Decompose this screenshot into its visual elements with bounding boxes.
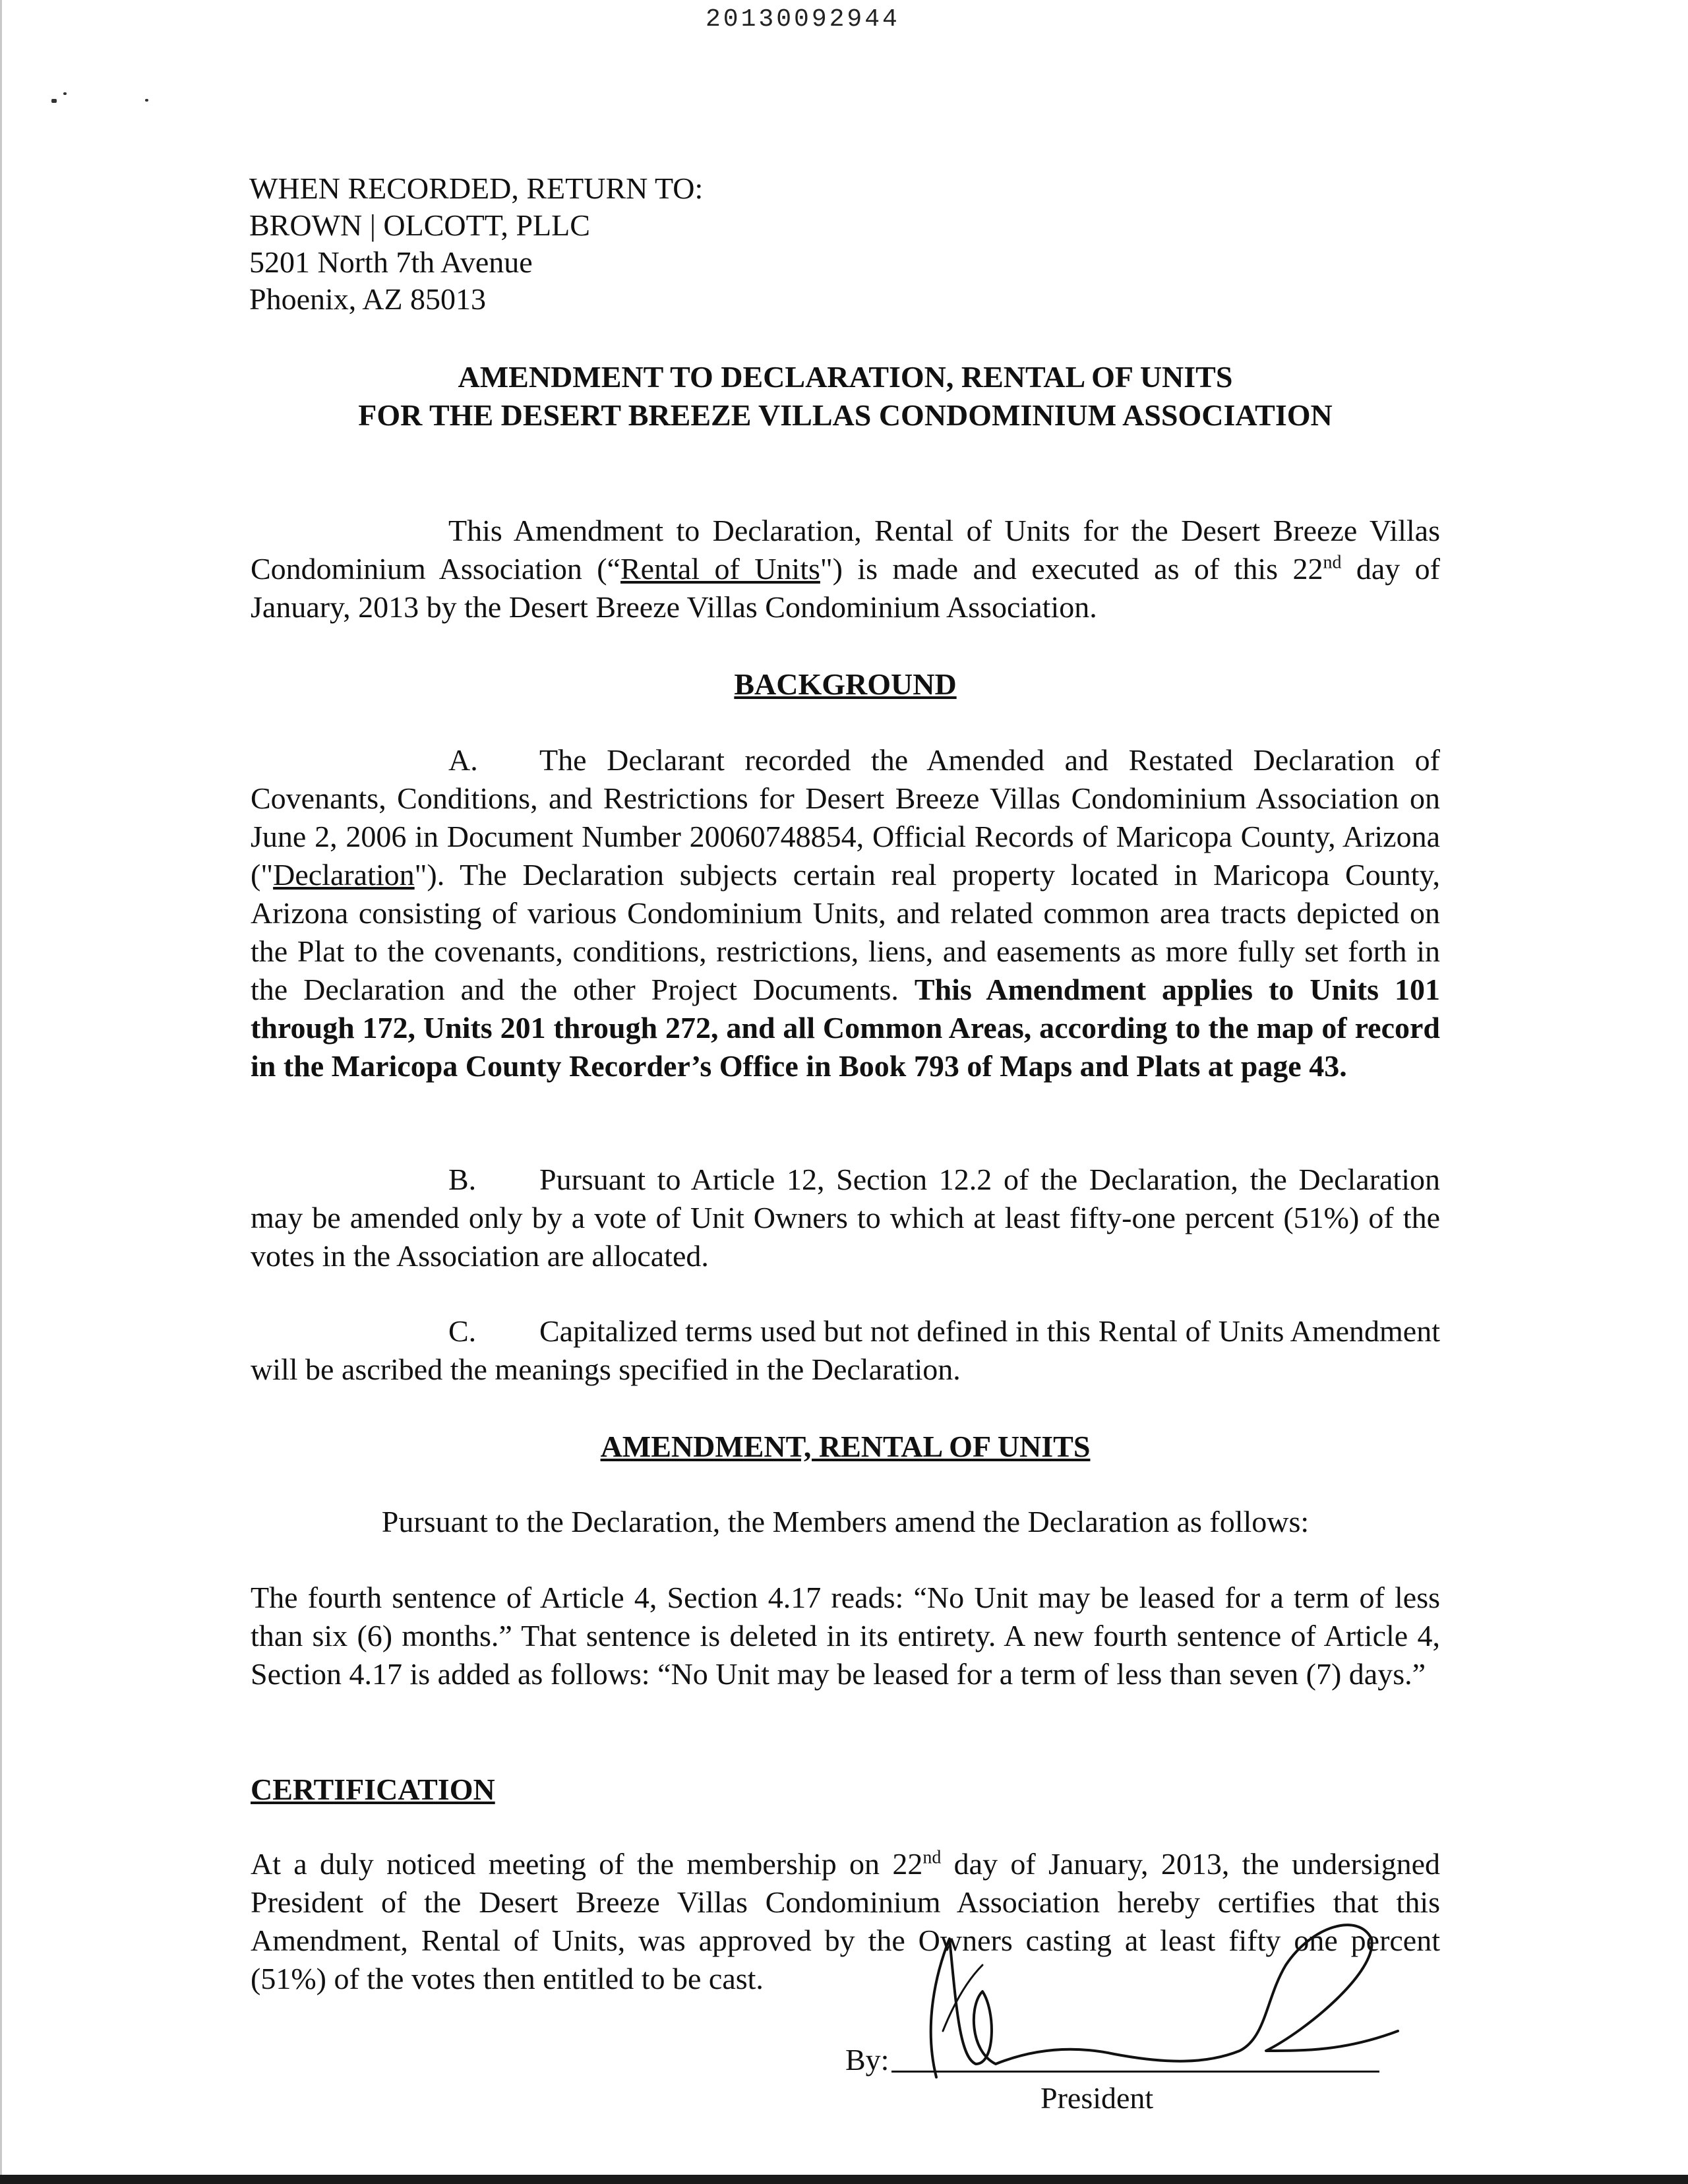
background-paragraph-b <box>251 1161 1440 1275</box>
recording-number: 20130092944 <box>706 5 900 34</box>
background-paragraph-c <box>251 1312 1440 1389</box>
declaration-term: Declaration <box>273 858 415 892</box>
background-paragraph-a <box>251 741 1440 1085</box>
scan-speck <box>145 99 148 102</box>
scan-speck <box>63 92 67 95</box>
certification-text-1: At a duly noticed meeting of the membership on 22 <box>251 1847 923 1881</box>
paragraph-c-label: C. <box>448 1314 477 1348</box>
certification-heading: CERTIFICATION <box>251 1773 495 1806</box>
title-line-2: FOR THE DESERT BREEZE VILLAS CONDOMINIUM ASSOCIATION <box>358 398 1333 432</box>
paragraph-a-bold-text: This Amendment applies to Units 101 through 172, Units 201 through 272, and all Common Areas, according to the map of record in the Maricopa County Recorder’s Office in Book 793 of Maps and Plats at page 43. <box>251 973 1441 1083</box>
intro-text-1: This Amendment to Declaration, Rental of Units for the Desert Breeze Villas Condominium Association (“ <box>251 514 1440 586</box>
scan-bottom-edge <box>0 2175 1688 2184</box>
scan-left-edge <box>0 0 2 2184</box>
return-heading: WHEN RECORDED, RETURN TO: <box>249 171 704 205</box>
amendment-lead: Pursuant to the Declaration, the Members amend the Declaration as follows: <box>381 1505 1310 1538</box>
by-label: By: <box>845 2043 889 2077</box>
handwritten-signature <box>897 1899 1437 2090</box>
intro-text-3: day of January, 2013 by the Desert Breeze Villas Condominium Association. <box>251 552 1440 624</box>
scan-speck <box>51 99 57 103</box>
return-street: 5201 North 7th Avenue <box>249 245 533 279</box>
paragraph-c-text: Capitalized terms used but not defined in this Rental of Units Amendment will be ascribed the meanings specified in the Declaration. <box>251 1314 1440 1386</box>
amendment-text: The fourth sentence of Article 4, Section 4.17 reads: “No Unit may be leased for a term of less than six (6) months.” That sentence is deleted in its entirety. A new fourth sentence of Article 4, Section 4.17 is added as follows: “No Unit may be leased for a term of less than seven (7) days.” <box>251 1581 1440 1691</box>
paragraph-a-label: A. <box>448 743 478 777</box>
background-heading: BACKGROUND <box>734 667 957 701</box>
paragraph-b-label: B. <box>448 1163 477 1196</box>
return-firm: BROWN | OLCOTT, PLLC <box>249 208 590 242</box>
paragraph-a-text-2: "). The Declaration subjects certain real property located in Maricopa County, Arizona consisting of various Condominium Units, and related common area tracts depicted on the Plat to the covenants, conditions, restrictions, liens, and easements as more fully set forth in the Declaration and the other Project Documents. <box>251 858 1440 1006</box>
title-line-1: AMENDMENT TO DECLARATION, RENTAL OF UNITS <box>458 360 1233 394</box>
signer-title: President <box>1040 2081 1154 2115</box>
intro-paragraph <box>251 512 1440 626</box>
intro-text-2: ") is made and executed as of this 22 <box>820 552 1323 586</box>
paragraph-b-text: Pursuant to Article 12, Section 12.2 of the Declaration, the Declaration may be amended only by a vote of Unit Owners to which at least fifty-one percent (51%) of the votes in the Association are allocated. <box>251 1163 1440 1273</box>
amendment-heading: AMENDMENT, RENTAL OF UNITS <box>600 1430 1091 1463</box>
ordinal-suffix: nd <box>922 1847 942 1868</box>
rental-of-units-term: Rental of Units <box>620 552 820 586</box>
paragraph-a-text-1: The Declarant recorded the Amended and Restated Declaration of Covenants, Conditions, and Restrictions for Desert Breeze Villas Condominium Association on June 2, 2006 in Document Number 20060748854, Official Records of Maricopa County, Arizona (" <box>251 743 1440 892</box>
ordinal-suffix: nd <box>1323 552 1342 573</box>
certification-text-2: day of January, 2013, the undersigned President of the Desert Breeze Villas Condominium Association hereby certifies that this Amendment, Rental of Units, was approved by the Owners casting at least fifty one percent (51%) of the votes then entitled to be cast. <box>251 1847 1440 1995</box>
return-city: Phoenix, AZ 85013 <box>249 282 487 316</box>
